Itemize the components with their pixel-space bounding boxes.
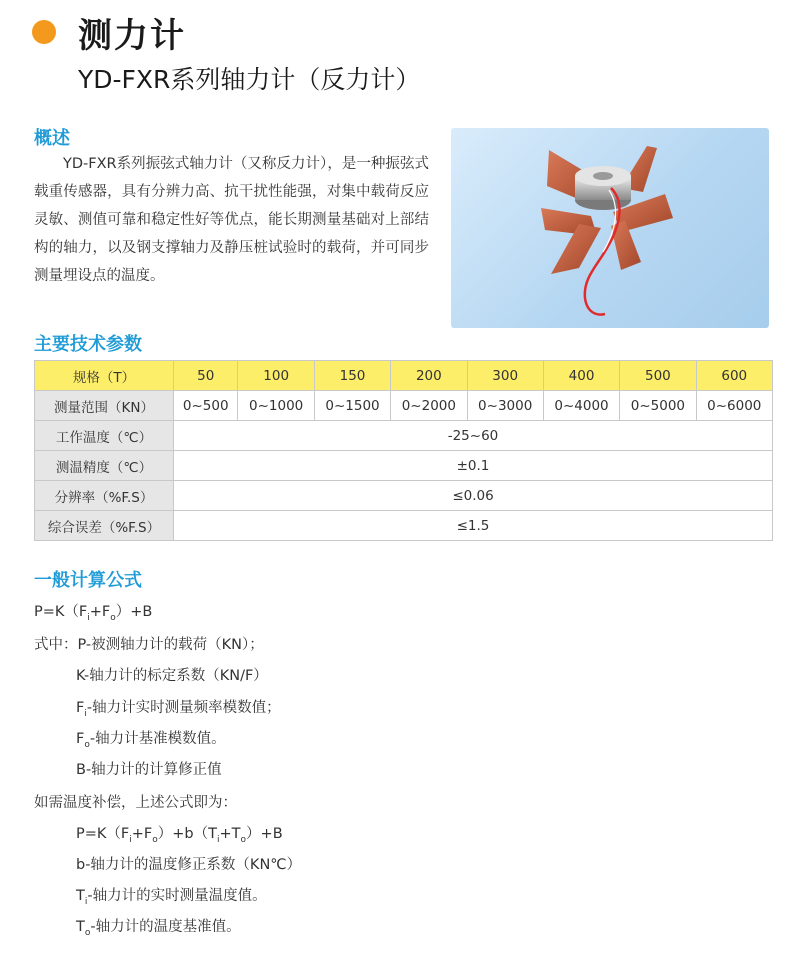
- model-cell: 500: [620, 361, 696, 391]
- formula-heading: 一般计算公式: [34, 570, 142, 591]
- spec-row-value: ≤0.06: [174, 481, 773, 511]
- spec-table: [34, 360, 773, 541]
- temp-formula: $P=K(F_i+F_o)+b(T_i+T_o)+B$: [76, 826, 283, 845]
- where-line-fo: $F_o-$轴力计基准模数值。: [76, 731, 226, 750]
- where-line-k: K-轴力计的标定系数（KN/F）: [76, 668, 268, 684]
- spec-row-label: 综合误差（%F.S）: [35, 511, 174, 541]
- main-formula: $P=K(F_i+F_o)+B$: [34, 604, 153, 623]
- spec-row-value: ±0.1: [174, 451, 773, 481]
- model-cell: 600: [696, 361, 772, 391]
- page-title: 测力计: [78, 16, 186, 56]
- product-photo: [451, 128, 769, 328]
- temp-line-to: $T_o-$轴力计的温度基准值。: [76, 919, 241, 938]
- spec-header-row: [35, 361, 773, 391]
- where-line-p: 式中：P-被测轴力计的载荷（KN）；: [34, 637, 264, 653]
- model-cell: 200: [391, 361, 467, 391]
- range-cell: 0~5000: [620, 391, 696, 421]
- spec-row-temp-accuracy: [35, 451, 773, 481]
- range-cell: 0~1500: [314, 391, 390, 421]
- model-cell: 150: [314, 361, 390, 391]
- model-cell: 50: [174, 361, 238, 391]
- range-cell: 0~1000: [238, 391, 314, 421]
- range-cell: 0~2000: [391, 391, 467, 421]
- specs-heading: 主要技术参数: [34, 334, 142, 355]
- spec-row-resolution: [35, 481, 773, 511]
- temp-line-ti: $T_i-$轴力计的实时测量温度值。: [76, 888, 267, 907]
- spec-row-value: -25~60: [174, 421, 773, 451]
- spec-row-label: 工作温度（℃）: [35, 421, 174, 451]
- where-line-fi: $F_i-$轴力计实时测量频率模数值；: [76, 700, 281, 719]
- load-cell-illustration: [451, 128, 769, 328]
- spec-header-label: 规格（T）: [35, 361, 174, 391]
- overview-heading: 概述: [34, 128, 70, 149]
- range-label: 测量范围（KN）: [35, 391, 174, 421]
- spec-row-label: 测温精度（℃）: [35, 451, 174, 481]
- model-cell: 300: [467, 361, 543, 391]
- spec-range-row: [35, 391, 773, 421]
- overview-text: YD-FXR系列振弦式轴力计（又称反力计），是一种振弦式载重传感器，具有分辨力高、抗干扰性能强，对集中载荷反应灵敏、测值可靠和稳定性好等优点，能长期测量基础对上部结构的轴力，以及钢支撑轴力及静压桩试验时的载荷，并可同步测量埋设点的温度。: [34, 156, 429, 284]
- temp-intro: 如需温度补偿，上述公式即为：: [34, 795, 237, 811]
- range-cell: 0~4000: [543, 391, 619, 421]
- range-cell: 0~3000: [467, 391, 543, 421]
- model-cell: 400: [543, 361, 619, 391]
- spec-row-label: 分辨率（%F.S）: [35, 481, 174, 511]
- spec-row-value: ≤1.5: [174, 511, 773, 541]
- page-subtitle: YD-FXR系列轴力计（反力计）: [78, 65, 421, 94]
- where-line-b: B-轴力计的计算修正值: [76, 762, 222, 778]
- spec-row-temperature: [35, 421, 773, 451]
- range-cell: 0~500: [174, 391, 238, 421]
- title-bullet-icon: [32, 20, 56, 44]
- range-cell: 0~6000: [696, 391, 772, 421]
- spec-row-error: [35, 511, 773, 541]
- model-cell: 100: [238, 361, 314, 391]
- temp-line-b: b-轴力计的温度修正系数（KN℃）: [76, 857, 302, 873]
